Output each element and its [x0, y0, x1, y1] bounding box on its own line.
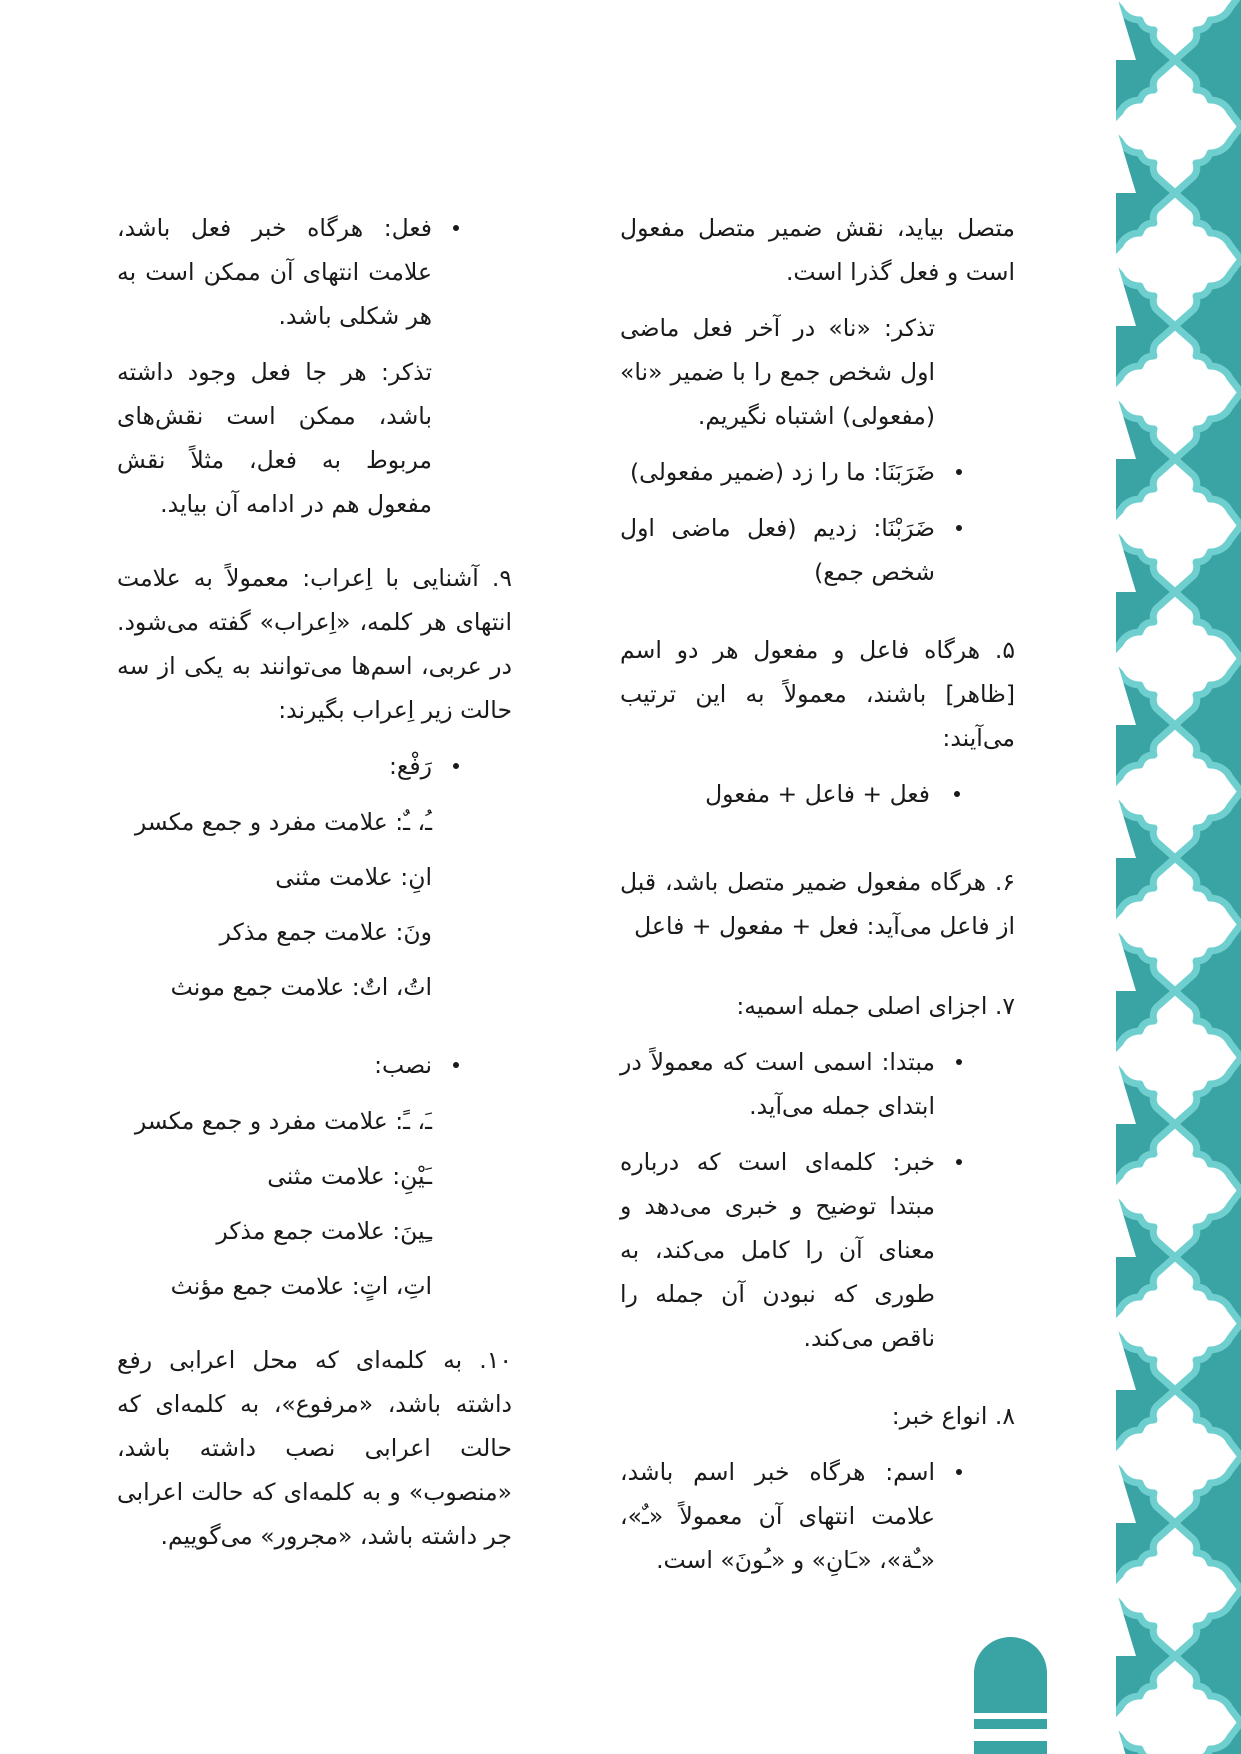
- raf-label: رَفْع:: [117, 744, 512, 788]
- left-column: [117, 206, 512, 1570]
- intro-paragraph: متصل بیاید، نقش ضمیر متصل مفعول است و فعل گذرا است.: [620, 214, 1015, 286]
- item-7-bullet-mubtada: مبتدا: اسمی است که معمولاً در ابتدای جمله می‌آید.: [620, 1040, 1015, 1128]
- nasb-line: ـِینَ: علامت جمع مذکر: [216, 1217, 432, 1245]
- example-bullet: ضَرَبْنَا: زدیم (فعل ماضی اول شخص جمع): [620, 506, 1015, 594]
- nasb-label: نصب:: [117, 1043, 512, 1087]
- item-7-heading: ۷. اجزای اصلی جمله اسمیه:: [736, 992, 1015, 1020]
- raf-line: ونَ: علامت جمع مذکر: [219, 918, 432, 946]
- item-6-text: ۶. هرگاه مفعول ضمیر متصل باشد، قبل از فاعل می‌آید: فعل + مفعول + فاعل: [620, 868, 1015, 940]
- item-7-bullet-khabar: خبر: کلمه‌ای است که درباره مبتدا توضیح و خبری می‌دهد و معنای آن را کامل می‌کند، به طوری که نبودن آن جمله را ناقص می‌کند.: [620, 1140, 1015, 1360]
- item-8-heading: ۸. انواع خبر:: [891, 1402, 1015, 1430]
- nasb-line: ـَ، ـً: علامت مفرد و جمع مکسر: [134, 1107, 432, 1135]
- item-5-text: ۵. هرگاه فاعل و مفعول هر دو اسم [ظاهر] باشند، معمولاً به این ترتیب می‌آیند:: [620, 636, 1015, 752]
- nasb-line: ـَیْنِ: علامت مثنی: [267, 1162, 432, 1190]
- item-9-text: ۹. آشنایی با اِعراب: معمولاً به علامت انتهای هر کلمه، «اِعراب» گفته می‌شود. در عربی، اسم‌ها می‌توانند به یکی از سه حالت زیر اِعراب بگیرند:: [117, 564, 512, 724]
- item-8-bullet-ism: اسم: هرگاه خبر اسم باشد، علامت انتهای آن معمولاً «ـٌ»، «ـٌة»، «ـَانِ» و «ـُونَ» است.: [620, 1450, 1015, 1582]
- raf-line: انِ: علامت مثنی: [275, 863, 432, 891]
- item-8-bullet-fel: فعل: هرگاه خبر فعل باشد، علامت انتهای آن ممکن است به هر شکلی باشد.: [117, 206, 512, 338]
- item-8-note: تذکر: هر جا فعل وجود داشته باشد، ممکن است نقش‌های مربوط به فعل، مثلاً نقش مفعول هم در ادامه آن بیاید.: [117, 358, 432, 518]
- right-column: [620, 206, 1015, 1594]
- decorative-border-pattern: [1096, 0, 1241, 1754]
- item-10-text: ۱۰. به کلمه‌ای که محل اعرابی رفع داشته باشد، «مرفوع»، به کلمه‌ای که حالت اعرابی نصب داشته باشد، «منصوب» و به کلمه‌ای که حالت اعرابی جر داشته باشد، «مجرور» می‌گوییم.: [117, 1346, 512, 1550]
- example-bullet: ضَرَبَنَا: ما را زد (ضمیر مفعولی): [620, 450, 1015, 494]
- page-number-tab: [974, 1637, 1047, 1754]
- note-paragraph: تذکر: «نا» در آخر فعل ماضی اول شخص جمع را با ضمیر «نا» (مفعولی) اشتباه نگیریم.: [620, 314, 935, 430]
- raf-line: ـُ، ـٌ: علامت مفرد و جمع مکسر: [134, 808, 432, 836]
- nasb-line: اتِ، اتٍ: علامت جمع مؤنث: [170, 1272, 432, 1300]
- raf-line: اتُ، اتٌ: علامت جمع مونث: [170, 973, 432, 1001]
- item-5-bullet: فعل + فاعل + مفعول: [620, 772, 1015, 816]
